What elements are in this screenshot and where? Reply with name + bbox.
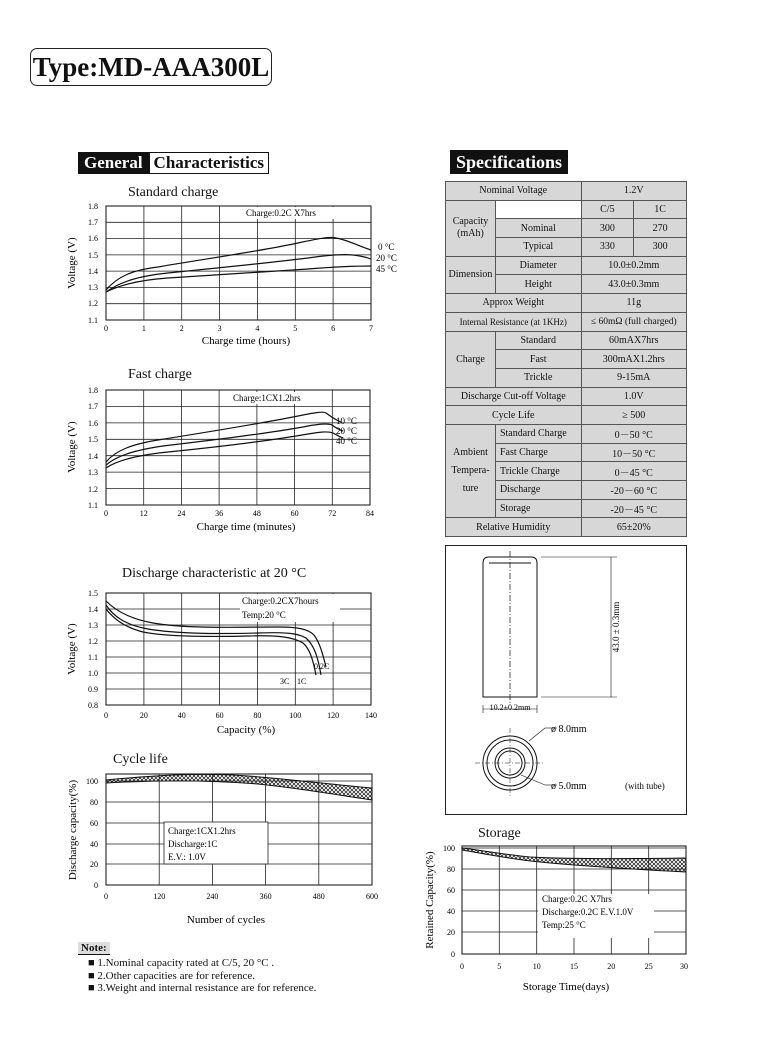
spec-row-diameter bbox=[446, 256, 687, 275]
fast-label-10c: 10 °C bbox=[336, 416, 357, 426]
std-ytick: 1.3 bbox=[88, 283, 98, 292]
std-charge-curves bbox=[106, 237, 371, 292]
storage-cond1: Charge:0.2C X7hrs bbox=[542, 894, 612, 904]
std-ytick: 1.6 bbox=[88, 234, 98, 243]
specifications-heading: Specifications bbox=[450, 150, 568, 174]
storage-ytick: 40 bbox=[447, 907, 455, 916]
std-xlabel: Charge time (hours) bbox=[201, 335, 291, 347]
spec-value: 0－50 °C bbox=[581, 424, 686, 443]
fast-label-20c: 20 °C bbox=[336, 426, 357, 436]
dimension-outer: ø 8.0mm bbox=[551, 724, 587, 735]
cycle-ytick: 100 bbox=[86, 777, 98, 786]
discharge-xtick: 80 bbox=[253, 711, 262, 720]
spec-label: Internal Resistance (at 1KHz) bbox=[446, 312, 582, 331]
std-xtick: 4 bbox=[255, 324, 260, 333]
fast-charge-curves bbox=[106, 412, 343, 468]
std-xtick: 2 bbox=[179, 324, 184, 333]
spec-value: 60mAX7hrs bbox=[581, 331, 686, 350]
spec-label: Ambient Tempera- ture bbox=[446, 424, 496, 517]
spec-value: 300 bbox=[634, 238, 687, 257]
storage-xtick: 30 bbox=[680, 962, 688, 971]
spec-label: Storage bbox=[495, 499, 581, 518]
spec-label: Charge bbox=[446, 331, 496, 387]
cycle-ytick: 80 bbox=[90, 798, 98, 807]
std-charge-grid bbox=[106, 206, 371, 320]
std-ytick: 1.5 bbox=[88, 251, 98, 260]
std-charge-condition: Charge:0.2C X7hrs bbox=[246, 208, 316, 218]
spec-value: 270 bbox=[634, 219, 687, 238]
std-label-20c: 20 °C bbox=[376, 253, 397, 263]
discharge-ytick: 1.4 bbox=[88, 605, 98, 614]
spec-row-ambient-standard bbox=[446, 424, 687, 443]
spec-value: 65±20% bbox=[581, 518, 686, 537]
spec-label: Nominal Voltage bbox=[446, 182, 582, 201]
spec-label: Standard bbox=[495, 331, 581, 350]
cycle-xtick: 600 bbox=[366, 892, 378, 901]
std-xtick: 6 bbox=[331, 324, 336, 333]
storage-ytick: 0 bbox=[451, 950, 455, 959]
general-characteristics-heading bbox=[78, 152, 269, 174]
cycle-xtick: 240 bbox=[206, 892, 219, 901]
discharge-condition1: Charge:0.2CX7hours bbox=[242, 596, 319, 606]
spec-label: Discharge bbox=[495, 481, 581, 500]
fast-charge-condition: Charge:1CX1.2hrs bbox=[233, 393, 301, 403]
spec-row-ir bbox=[446, 312, 687, 331]
discharge-xlabel: Capacity (%) bbox=[216, 724, 276, 736]
dimension-tube: (with tube) bbox=[625, 781, 665, 791]
dimension-height: 43.0 ± 0.3mm bbox=[611, 601, 621, 653]
fast-label-40c: 40 °C bbox=[336, 436, 357, 446]
general-word: General bbox=[78, 152, 149, 174]
spec-label: Discharge Cut-off Voltage bbox=[446, 387, 582, 406]
fast-ytick: 1.3 bbox=[88, 468, 98, 477]
fast-curve-20c bbox=[106, 424, 343, 465]
cycle-ytick: 0 bbox=[94, 881, 98, 890]
cycle-xlabel: Number of cycles bbox=[186, 914, 266, 926]
discharge-xtick: 120 bbox=[327, 711, 340, 720]
std-ytick: 1.4 bbox=[88, 267, 98, 276]
storage-xtick: 15 bbox=[570, 962, 578, 971]
spec-value: 1.2V bbox=[581, 182, 686, 201]
spec-label: Approx Weight bbox=[446, 294, 582, 313]
fast-ytick: 1.4 bbox=[88, 452, 98, 461]
spec-value: -20－60 °C bbox=[581, 481, 686, 500]
storage-title: Storage bbox=[478, 826, 521, 841]
spec-row-weight bbox=[446, 294, 687, 313]
std-ytick: 1.7 bbox=[88, 218, 98, 227]
spec-value: 1C bbox=[634, 200, 687, 219]
fast-charge-chart bbox=[58, 382, 408, 537]
spec-label: Nominal bbox=[495, 219, 581, 238]
std-charge-chart bbox=[58, 198, 408, 350]
discharge-xtick: 0 bbox=[104, 711, 108, 720]
fast-xtick: 12 bbox=[139, 509, 148, 518]
spec-row-humidity bbox=[446, 518, 687, 537]
discharge-condition2: Temp:20 °C bbox=[242, 610, 286, 620]
storage-ytick: 20 bbox=[447, 928, 455, 937]
std-xtick: 3 bbox=[217, 324, 222, 333]
std-curve-0c bbox=[106, 237, 371, 290]
std-charge-title: Standard charge bbox=[128, 185, 219, 200]
cycle-xtick: 360 bbox=[259, 892, 272, 901]
storage-ylabel: Retained Capacity(%) bbox=[424, 851, 436, 949]
spec-value: 300 bbox=[581, 219, 634, 238]
cycle-band bbox=[106, 774, 372, 800]
note-line-2: ■ 2.Other capacities are for reference. bbox=[88, 970, 255, 982]
spec-value: 11g bbox=[581, 294, 686, 313]
characteristics-word: Characteristics bbox=[149, 152, 269, 174]
std-ytick: 1.1 bbox=[88, 316, 98, 325]
spec-value: 330 bbox=[581, 238, 634, 257]
storage-ytick: 100 bbox=[443, 844, 455, 853]
spec-label: Trickle bbox=[495, 368, 581, 387]
spec-value: -20－45 °C bbox=[581, 499, 686, 518]
spec-row-cycle bbox=[446, 406, 687, 425]
note-line-3: ■ 3.Weight and internal resistance are for reference. bbox=[88, 982, 317, 994]
cycle-life-chart bbox=[58, 764, 388, 928]
note-text: 2.Other capacities are for reference. bbox=[97, 970, 255, 982]
spec-row-capacity-head bbox=[446, 200, 687, 219]
discharge-xtick: 40 bbox=[177, 711, 186, 720]
std-xtick: 5 bbox=[293, 324, 298, 333]
discharge-label-3c: 3C bbox=[280, 677, 290, 686]
std-xtick: 0 bbox=[104, 324, 108, 333]
cycle-cond1: Charge:1CX1.2hrs bbox=[168, 826, 236, 836]
cycle-xtick: 120 bbox=[153, 892, 166, 901]
spec-value: 0－45 °C bbox=[581, 462, 686, 481]
discharge-ytick: 1.3 bbox=[88, 621, 98, 630]
spec-label: Cycle Life bbox=[446, 406, 582, 425]
spec-row-charge-standard bbox=[446, 331, 687, 350]
storage-xtick: 0 bbox=[460, 962, 464, 971]
discharge-ytick: 0.9 bbox=[88, 685, 98, 694]
fast-xtick: 24 bbox=[177, 509, 186, 518]
spec-table bbox=[445, 181, 687, 537]
storage-chart bbox=[420, 838, 692, 998]
storage-cond2: Discharge:0.2C E.V.1.0V bbox=[542, 907, 634, 917]
spec-row-cutoff bbox=[446, 387, 687, 406]
discharge-label-0-2c: 0.2C bbox=[314, 662, 330, 671]
dimension-diameter: 10.2±0.2mm bbox=[489, 703, 531, 712]
std-label-0c: 0 °C bbox=[378, 242, 395, 252]
discharge-label-1c: 1C bbox=[297, 677, 307, 686]
discharge-chart bbox=[58, 585, 408, 740]
note-title: Note: bbox=[78, 942, 110, 955]
discharge-xtick: 140 bbox=[365, 711, 377, 720]
spec-label: Standard Charge bbox=[495, 424, 581, 443]
fast-xtick: 60 bbox=[290, 509, 299, 518]
std-curve-45c bbox=[106, 266, 371, 292]
discharge-title: Discharge characteristic at 20 °C bbox=[122, 566, 307, 581]
fast-xtick: 0 bbox=[104, 509, 108, 518]
spec-label: Trickle Charge bbox=[495, 462, 581, 481]
discharge-ylabel: Voltage (V) bbox=[66, 623, 78, 675]
storage-xtick: 5 bbox=[497, 962, 502, 971]
std-label-45c: 45 °C bbox=[376, 264, 397, 274]
spec-label: Capacity (mAh) bbox=[446, 200, 496, 256]
spec-label: Diameter bbox=[495, 256, 581, 275]
fast-xtick: 72 bbox=[328, 509, 337, 518]
fast-xtick: 48 bbox=[252, 509, 261, 518]
std-ytick: 1.8 bbox=[88, 202, 98, 211]
storage-cond3: Temp:25 °C bbox=[542, 920, 586, 930]
storage-xtick: 25 bbox=[644, 962, 653, 971]
spec-label: Typical bbox=[495, 238, 581, 257]
fast-ytick: 1.1 bbox=[88, 501, 98, 510]
spec-value: C/5 bbox=[581, 200, 634, 219]
spec-label: Height bbox=[495, 275, 581, 294]
discharge-xtick: 100 bbox=[289, 711, 302, 720]
spec-value: ≥ 500 bbox=[581, 406, 686, 425]
storage-xtick: 10 bbox=[532, 962, 541, 971]
std-xtick: 7 bbox=[369, 324, 373, 333]
note-text: 3.Weight and internal resistance are for reference. bbox=[97, 982, 317, 994]
spec-value: ≤ 60mΩ (full charged) bbox=[581, 312, 686, 331]
fast-curve-10c bbox=[106, 412, 341, 462]
spec-label: Relative Humidity bbox=[446, 518, 582, 537]
spec-value: 10.0±0.2mm bbox=[581, 256, 686, 275]
spec-value: 10－50 °C bbox=[581, 443, 686, 462]
dimension-outer-value: 8.0mm bbox=[558, 724, 587, 735]
std-ytick: 1.2 bbox=[88, 299, 98, 308]
cycle-cond3: E.V.: 1.0V bbox=[168, 852, 206, 862]
dimension-inner: ø 5.0mm bbox=[551, 781, 587, 792]
discharge-ytick: 0.8 bbox=[88, 701, 98, 710]
spec-value: 9-15mA bbox=[581, 368, 686, 387]
discharge-xtick: 20 bbox=[139, 711, 148, 720]
fast-charge-title: Fast charge bbox=[128, 367, 192, 382]
spec-row-voltage bbox=[446, 182, 687, 201]
spec-value: 300mAX1.2hrs bbox=[581, 350, 686, 369]
cycle-life-title: Cycle life bbox=[113, 752, 168, 767]
spec-label: Fast Charge bbox=[495, 443, 581, 462]
discharge-ytick: 1.5 bbox=[88, 589, 98, 598]
storage-xtick: 20 bbox=[607, 962, 616, 971]
dimension-inner-value: 5.0mm bbox=[558, 781, 587, 792]
cycle-ylabel: Discharge capacity(%) bbox=[67, 779, 79, 881]
fast-xtick: 36 bbox=[215, 509, 224, 518]
note-line-1: ■ 1.Nominal capacity rated at C/5, 20 °C . bbox=[88, 957, 275, 969]
cycle-ytick: 40 bbox=[90, 840, 98, 849]
type-label: Type:MD-AAA300L bbox=[30, 48, 272, 86]
fast-xtick: 84 bbox=[366, 509, 374, 518]
discharge-ytick: 1.1 bbox=[88, 653, 98, 662]
discharge-ytick: 1.0 bbox=[88, 669, 98, 678]
fast-ytick: 1.2 bbox=[88, 485, 98, 494]
cycle-cond2: Discharge:1C bbox=[168, 839, 218, 849]
discharge-ytick: 1.2 bbox=[88, 637, 98, 646]
spec-label: Dimension bbox=[446, 256, 496, 293]
cycle-xtick: 480 bbox=[312, 892, 325, 901]
fast-charge-grid bbox=[106, 390, 370, 505]
fast-ytick: 1.8 bbox=[88, 386, 98, 395]
fast-ytick: 1.5 bbox=[88, 435, 98, 444]
cycle-ytick: 20 bbox=[90, 860, 98, 869]
note-text: 1.Nominal capacity rated at C/5, 20 °C . bbox=[97, 957, 275, 969]
fast-xlabel: Charge time (minutes) bbox=[196, 521, 296, 533]
fast-ytick: 1.6 bbox=[88, 419, 98, 428]
storage-ytick: 80 bbox=[447, 865, 455, 874]
std-ylabel: Voltage (V) bbox=[66, 237, 78, 289]
std-xtick: 1 bbox=[141, 324, 146, 333]
spec-value: 43.0±0.3mm bbox=[581, 275, 686, 294]
spec-value: 1.0V bbox=[581, 387, 686, 406]
fast-ytick: 1.7 bbox=[88, 402, 98, 411]
spec-label: Fast bbox=[495, 350, 581, 369]
storage-ytick: 60 bbox=[447, 886, 455, 895]
storage-xlabel: Storage Time(days) bbox=[522, 981, 610, 993]
discharge-xtick: 60 bbox=[215, 711, 224, 720]
fast-ylabel: Voltage (V) bbox=[66, 421, 78, 473]
cycle-xtick: 0 bbox=[104, 892, 108, 901]
cycle-ytick: 60 bbox=[90, 819, 98, 828]
dimension-drawing bbox=[445, 545, 687, 815]
